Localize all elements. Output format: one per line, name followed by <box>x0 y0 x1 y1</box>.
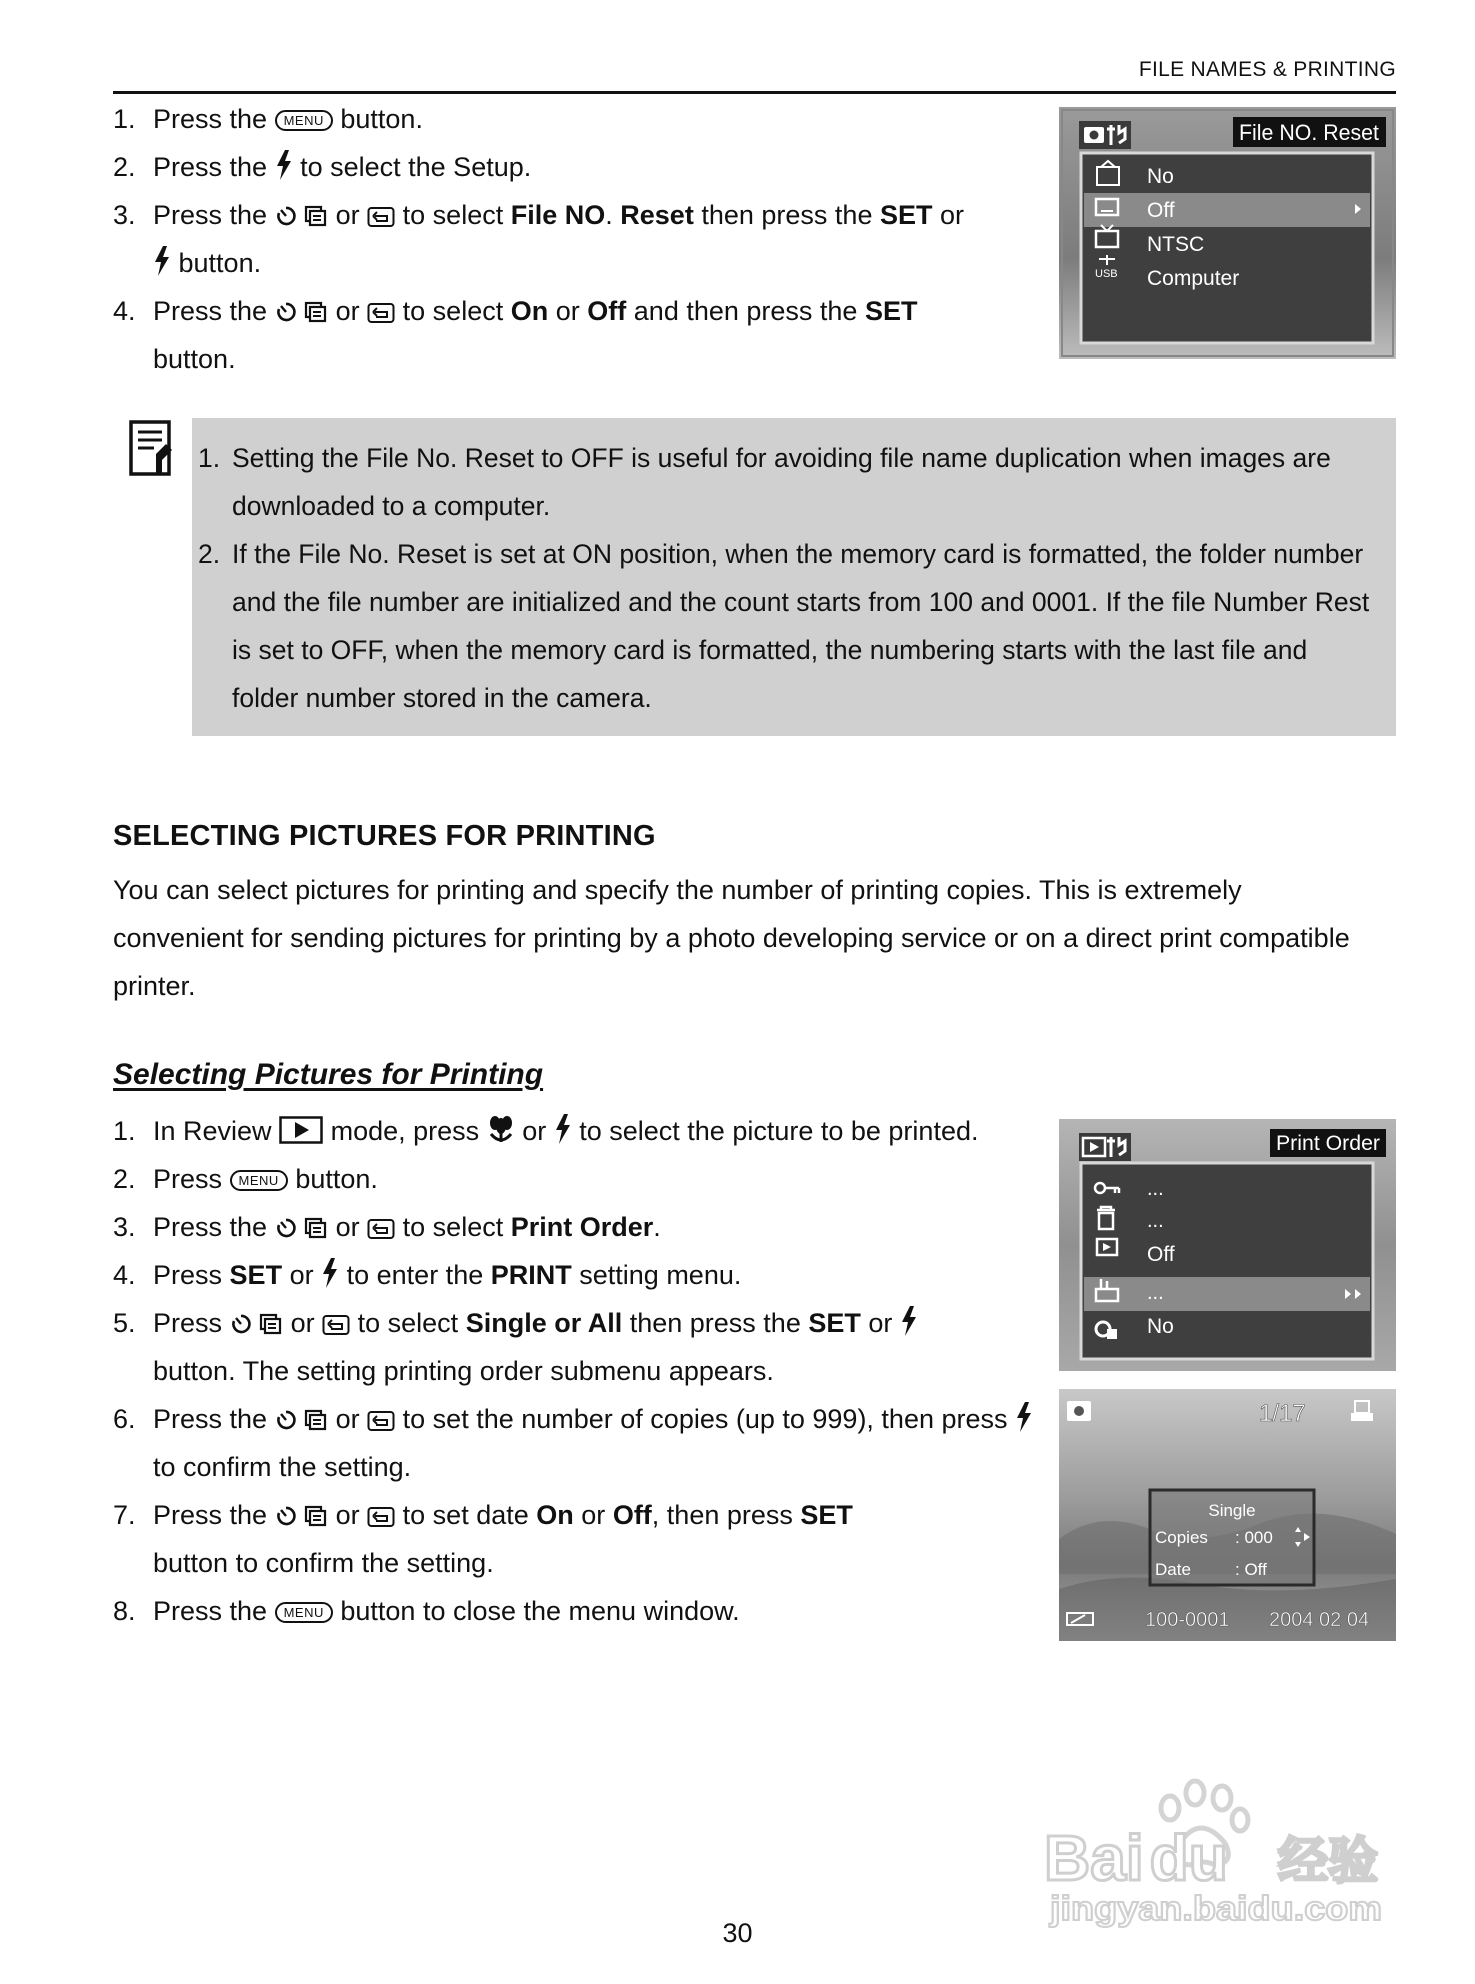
return-icon <box>367 1410 395 1432</box>
print-step-7: 7. Press the or to set date On or Off, then press SET button to confirm the setting. <box>113 1500 853 1578</box>
date-label: Date <box>1155 1560 1191 1579</box>
self-timer-icon <box>275 1216 297 1240</box>
section-paragraph: You can select pictures for printing and specify the number of printing copies. This is extremely convenient for sending pictures for printing by a photo developing service or on a direct print compatible printer. <box>113 875 1350 1001</box>
camera-tab-icon <box>1084 127 1104 143</box>
screen2-title: Print Order <box>1276 1132 1380 1155</box>
flash-icon <box>275 150 293 180</box>
page-header <box>113 58 1396 94</box>
print-steps <box>113 1107 1043 1635</box>
camera-mode-icon <box>1067 1401 1091 1421</box>
menu-button-icon: MENU <box>230 1170 288 1191</box>
flash-icon <box>321 1258 339 1288</box>
continuous-shot-icon <box>259 1312 283 1336</box>
note-item-2: 2. If the File No. Reset is set at ON position, when the memory card is formatted, the folder number and the file number are initialized and the count starts from 100 and 0001. If the file Number Rest is set to OFF, when the memory card is formatted, the numbering starts with the last file and folder number stored in the camera. <box>198 539 1370 713</box>
screen1-title: File NO. Reset <box>1239 120 1379 145</box>
memo-note-icon <box>128 420 176 478</box>
screen1-item-4: Computer <box>1147 267 1240 290</box>
print-step-5: 5. Press or to select Single or All then press the SET or button. The setting printing order submenu appears. <box>113 1299 1043 1395</box>
screen1-item-3: NTSC <box>1147 233 1205 256</box>
subheading: Selecting Pictures for Printing <box>113 1058 544 1091</box>
file-number: 100-0001 <box>1145 1609 1230 1631</box>
print-step-6: 6. Press the or to set the number of copies (up to 999), then press to confirm the setting. <box>113 1395 1043 1491</box>
screen2-item-5: No <box>1147 1315 1174 1338</box>
macro-icon <box>487 1114 515 1144</box>
print-step-3: 3. Press the or to select Print Order. <box>113 1212 661 1242</box>
copies-label: Copies <box>1155 1528 1208 1547</box>
menu-button-icon: MENU <box>275 1602 333 1623</box>
camera-screen-file-no-reset <box>1059 107 1396 359</box>
setup-step-2: 2. Press the to select the Setup. <box>113 152 532 182</box>
baidu-jingyan-watermark <box>1040 1768 1390 1928</box>
note-box <box>192 418 1396 736</box>
flash-icon <box>1015 1402 1033 1432</box>
self-timer-icon <box>275 1408 297 1432</box>
camera-screen-print-order <box>1059 1119 1396 1371</box>
continuous-shot-icon <box>304 1504 328 1528</box>
setup-steps <box>113 95 1033 383</box>
watermark-url: jingyan.baidu.com <box>1048 1890 1382 1928</box>
copies-value: : 000 <box>1235 1528 1273 1547</box>
screen1-item-1: No <box>1147 165 1174 188</box>
continuous-shot-icon <box>304 1408 328 1432</box>
continuous-shot-icon <box>304 1216 328 1240</box>
continuous-shot-icon <box>304 300 328 324</box>
return-icon <box>367 302 395 324</box>
screen2-item-3: Off <box>1147 1243 1175 1266</box>
screen2-item-4: ... <box>1147 1282 1164 1304</box>
return-icon <box>367 1218 395 1240</box>
return-icon <box>322 1314 350 1336</box>
note-list <box>192 418 1396 722</box>
capture-date: 2004 02 04 <box>1269 1609 1370 1631</box>
self-timer-icon <box>275 204 297 228</box>
return-icon <box>367 206 395 228</box>
page-number: 30 <box>722 1918 753 1948</box>
print-mode-label: Single <box>1208 1501 1256 1520</box>
watermark-jingyan: 经验 <box>1278 1832 1378 1890</box>
flash-icon <box>153 246 171 276</box>
watermark-brand: Baidu <box>1044 1822 1228 1894</box>
flash-icon <box>900 1306 918 1336</box>
flash-icon <box>554 1114 572 1144</box>
self-timer-icon <box>275 1504 297 1528</box>
menu-button-icon: MENU <box>275 110 333 131</box>
print-step-4: 4. Press SET or to enter the PRINT setting menu. <box>113 1260 742 1290</box>
self-timer-icon <box>275 300 297 324</box>
self-timer-icon <box>230 1312 252 1336</box>
image-counter: 1/17 <box>1259 1400 1306 1427</box>
continuous-shot-icon <box>304 204 328 228</box>
setup-step-3: 3. Press the or to select File NO. Reset then press the SET or button. <box>113 200 965 278</box>
screen2-item-1: ... <box>1147 1178 1164 1200</box>
screen2-item-2: ... <box>1147 1210 1164 1232</box>
date-value: : Off <box>1235 1560 1267 1579</box>
play-review-icon <box>279 1116 323 1144</box>
print-step-8: 8. Press the MENU button to close the menu window. <box>113 1596 740 1626</box>
print-step-2: 2. Press MENU button. <box>113 1164 378 1194</box>
print-step-1: 1. In Review mode, press or to select the picture to be printed. <box>113 1116 979 1146</box>
svg-text:USB: USB <box>1095 268 1118 280</box>
note-item-1: 1. Setting the File No. Reset to OFF is useful for avoiding file name duplication when images are downloaded to a computer. <box>198 443 1331 521</box>
section-title: SELECTING PICTURES FOR PRINTING <box>113 820 656 852</box>
screen1-item-2: Off <box>1147 199 1175 222</box>
header-title: FILE NAMES & PRINTING <box>1138 58 1396 81</box>
return-icon <box>367 1506 395 1528</box>
setup-step-4: 4. Press the or to select On or Off and then press the SET button. <box>113 296 918 374</box>
camera-screen-print-settings <box>1059 1389 1396 1641</box>
setup-step-1: 1. Press the MENU button. <box>113 104 423 134</box>
